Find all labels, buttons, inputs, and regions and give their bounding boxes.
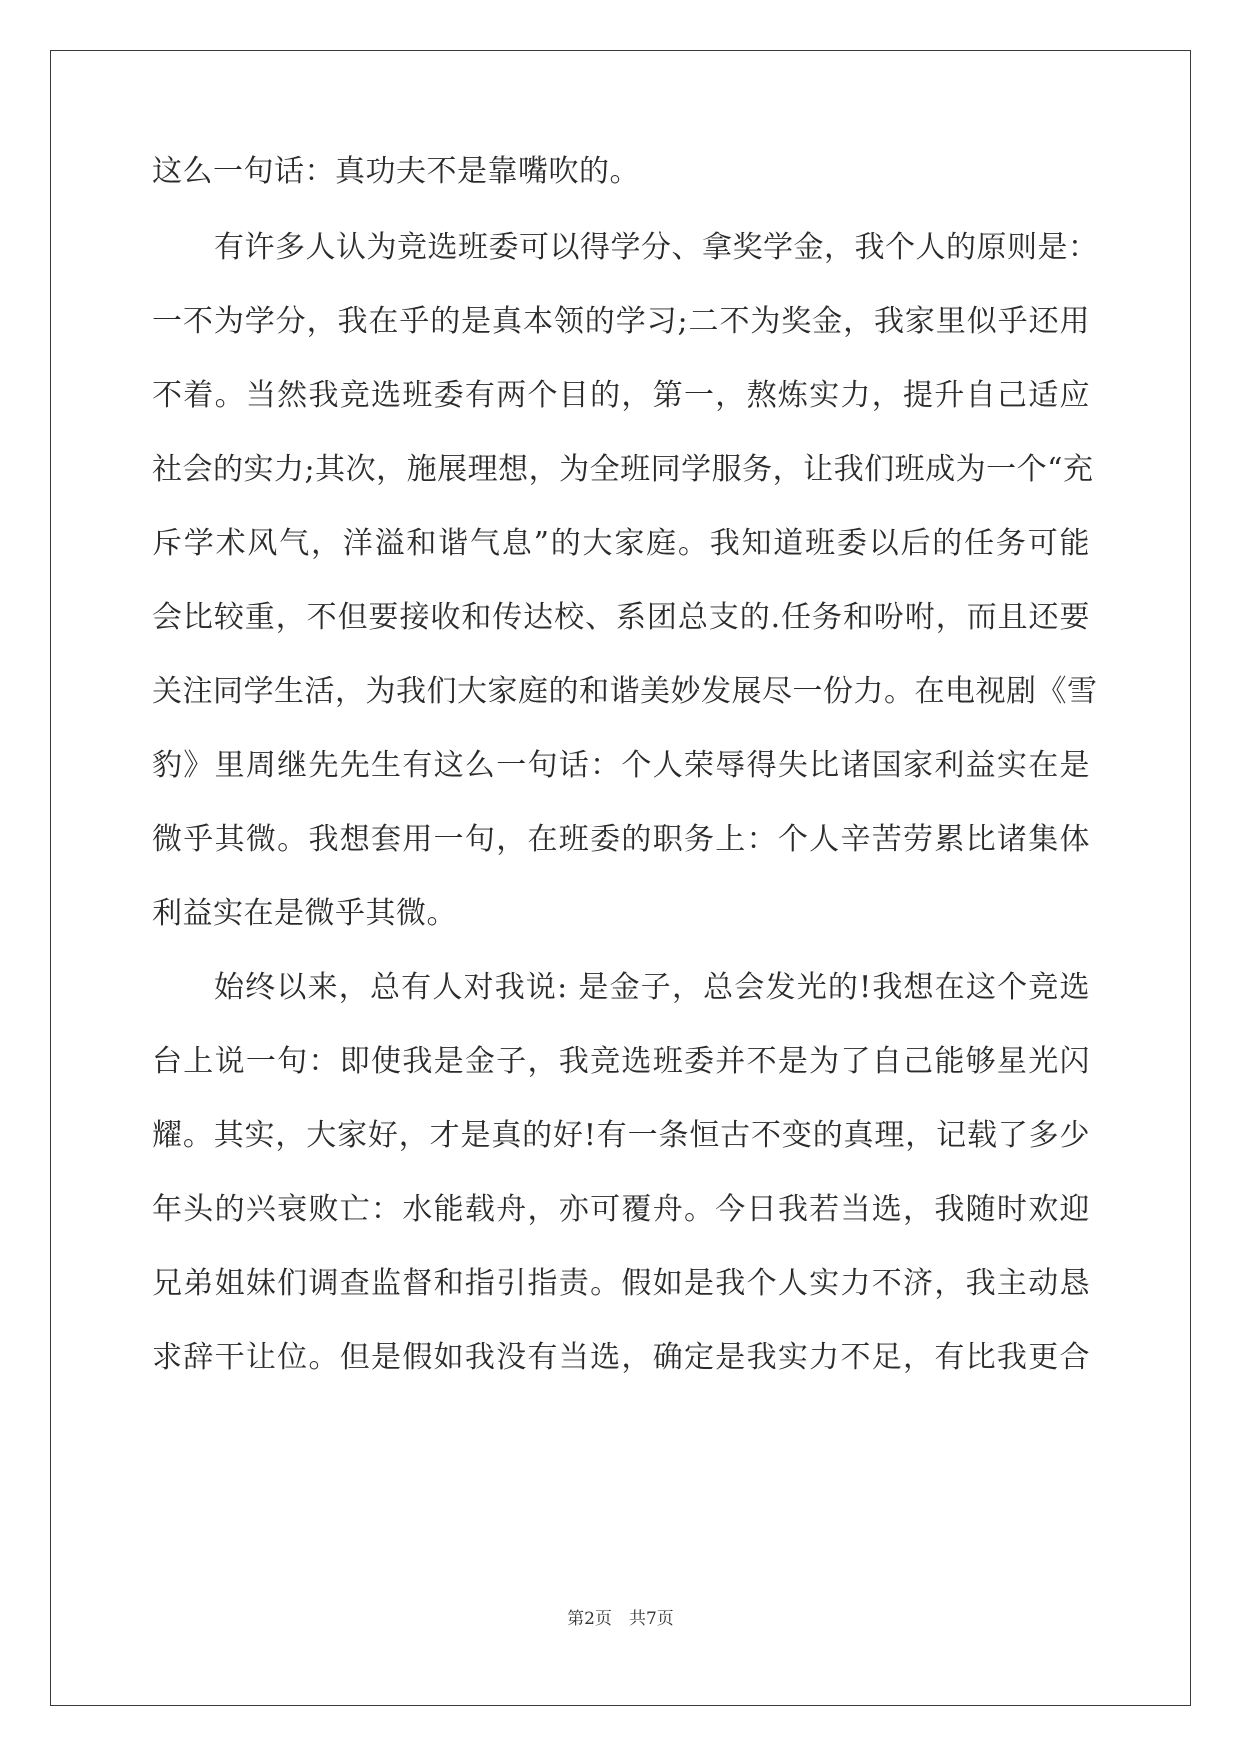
body-line-11: 利益实在是微乎其微。 xyxy=(152,896,457,931)
body-line-16: 兄弟姐妹们调查监督和指引指责。假如是我个人实力不济，我主动恳 xyxy=(152,1266,1090,1301)
body-line-15: 年头的兴衰败亡：水能载舟，亦可覆舟。今日我若当选，我随时欢迎 xyxy=(152,1192,1090,1227)
body-line-14: 耀。其实，大家好，才是真的好!有一条恒古不变的真理，记载了多少 xyxy=(152,1118,1090,1153)
body-line-3: 一不为学分，我在乎的是真本领的学习;二不为奖金，我家里似乎还用 xyxy=(152,304,1090,339)
body-line-9: 豹》里周继先先生有这么一句话：个人荣辱得失比诸国家利益实在是 xyxy=(152,748,1090,783)
body-line-6: 斥学术风气，洋溢和谐气息”的大家庭。我知道班委以后的任务可能 xyxy=(152,526,1090,561)
body-line-7: 会比较重，不但要接收和传达校、系团总支的.任务和吩咐，而且还要 xyxy=(152,600,1090,635)
page-number-footer: 第2页 共7页 xyxy=(567,1609,674,1629)
body-line-1: 这么一句话：真功夫不是靠嘴吹的。 xyxy=(152,154,640,189)
body-line-13: 台上说一句：即使我是金子，我竞选班委并不是为了自己能够星光闪 xyxy=(152,1044,1090,1079)
body-line-8: 关注同学生活，为我们大家庭的和谐美妙发展尽一份力。在电视剧《雪 xyxy=(152,674,1098,709)
body-line-4: 不着。当然我竞选班委有两个目的，第一，熬炼实力，提升自己适应 xyxy=(152,378,1090,413)
body-line-10: 微乎其微。我想套用一句，在班委的职务上：个人辛苦劳累比诸集体 xyxy=(152,822,1090,857)
body-line-5: 社会的实力;其次，施展理想，为全班同学服务，让我们班成为一个“充 xyxy=(152,452,1094,487)
body-line-17: 求辞干让位。但是假如我没有当选，确定是我实力不足，有比我更合 xyxy=(152,1340,1090,1375)
body-line-12: 始终以来，总有人对我说: 是金子，总会发光的!我想在这个竞选 xyxy=(214,970,1090,1005)
body-line-2: 有许多人认为竞选班委可以得学分、拿奖学金，我个人的原则是： xyxy=(214,230,1099,265)
